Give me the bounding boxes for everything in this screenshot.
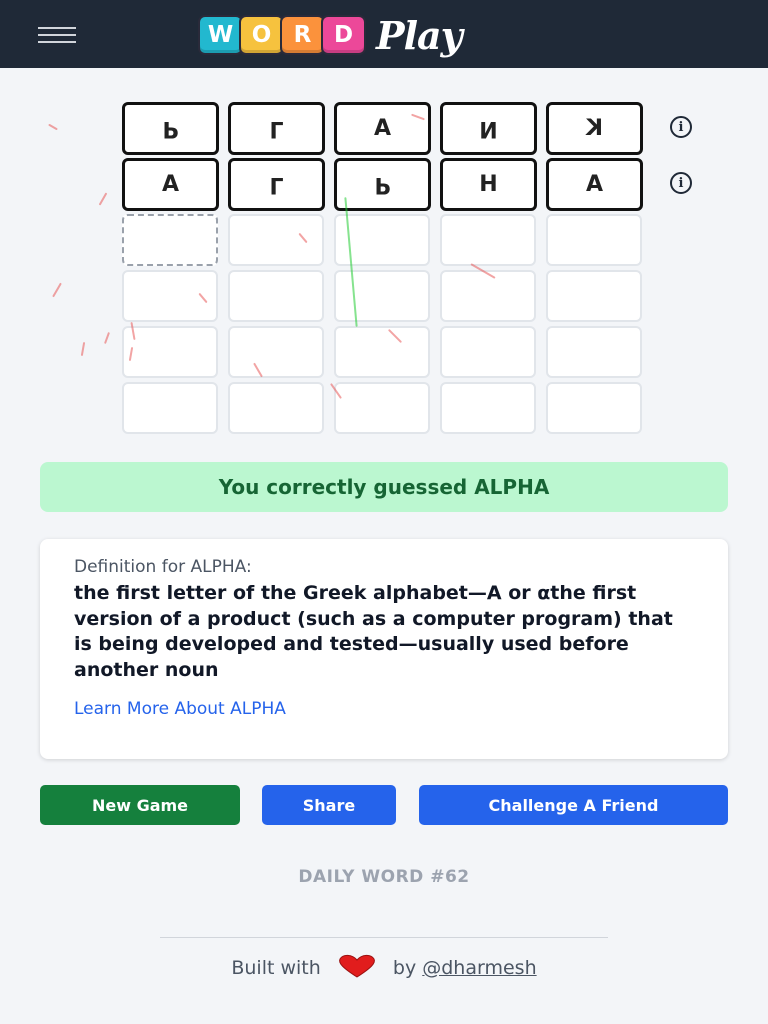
hamburger-menu-icon[interactable] [38, 24, 76, 46]
empty-tile [334, 270, 430, 322]
letter-tile: P [122, 102, 219, 155]
letter-tile: N [440, 102, 537, 155]
letter-tile: L [228, 158, 325, 211]
empty-tile [122, 326, 218, 378]
empty-tile [440, 214, 536, 266]
footer [0, 954, 768, 983]
heart-icon [337, 954, 377, 983]
share-button[interactable]: Share [262, 785, 396, 825]
empty-tile [440, 382, 536, 434]
letter-tile: L [228, 102, 325, 155]
empty-tile [334, 326, 430, 378]
confetti-streak [81, 342, 85, 356]
empty-tile [546, 382, 642, 434]
new-game-button[interactable]: New Game [40, 785, 240, 825]
definition-heading: Definition for ALPHA: [74, 557, 252, 577]
letter-tile: P [334, 158, 431, 211]
letter-tile: A [334, 102, 431, 155]
empty-tile [546, 270, 642, 322]
empty-tile [228, 326, 324, 378]
logo-tile-d: D [321, 15, 366, 55]
challenge-friend-button[interactable]: Challenge A Friend [419, 785, 728, 825]
confetti-streak [104, 332, 110, 344]
wordplay-logo [198, 12, 462, 58]
empty-tile [546, 214, 642, 266]
empty-tile [122, 382, 218, 434]
empty-tile [122, 270, 218, 322]
info-icon[interactable]: i [670, 172, 692, 194]
empty-tile [546, 326, 642, 378]
result-banner: You correctly guessed ALPHA [40, 462, 728, 512]
empty-tile [228, 214, 324, 266]
letter-tile: H [440, 158, 537, 211]
logo-tile-o: O [239, 15, 284, 55]
empty-tile [334, 382, 430, 434]
footer-divider [160, 937, 608, 938]
logo-tile-w: W [198, 15, 243, 55]
confetti-streak [52, 283, 62, 298]
letter-tile: A [122, 158, 219, 211]
app-header [0, 0, 768, 68]
logo-play-text: Play [376, 12, 462, 58]
daily-word-label: DAILY WORD #62 [298, 867, 470, 887]
empty-tile [440, 270, 536, 322]
info-icon[interactable]: i [670, 116, 692, 138]
by-text: by [392, 957, 417, 979]
letter-tile: A [546, 158, 643, 211]
confetti-streak [99, 192, 108, 205]
empty-tile [440, 326, 536, 378]
learn-more-link[interactable]: Learn More About ALPHA [74, 699, 286, 719]
empty-tile [228, 270, 324, 322]
confetti-streak [48, 124, 58, 131]
built-with-text: Built with [231, 957, 321, 979]
author-link[interactable]: @dharmesh [422, 957, 537, 979]
logo-tile-r: R [280, 15, 325, 55]
definition-text: the first letter of the Greek alphabet—Α or αthe first version of a product (such as a computer program) that is being developed and tested—usually used before another noun [74, 582, 673, 681]
active-tile [122, 214, 218, 266]
letter-tile: K [546, 102, 643, 155]
empty-tile [228, 382, 324, 434]
definition-card [40, 539, 728, 759]
